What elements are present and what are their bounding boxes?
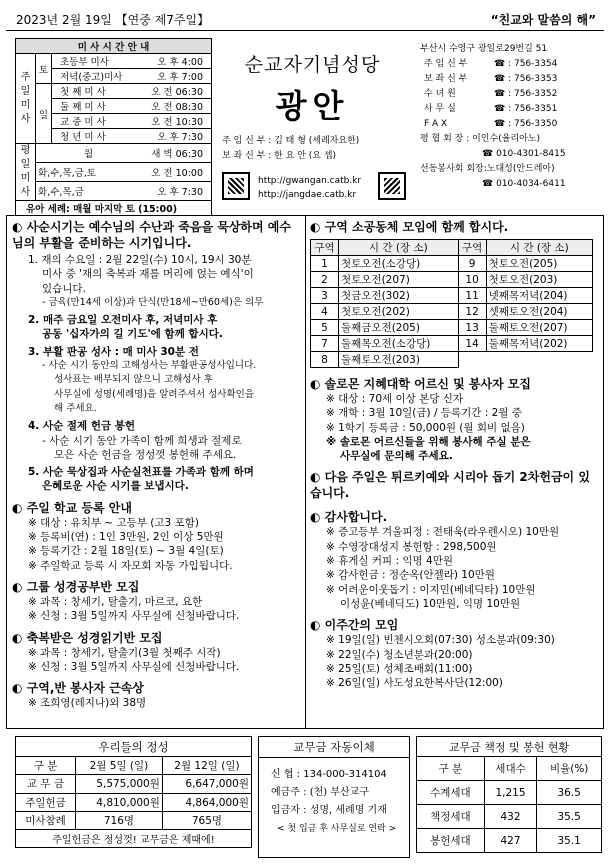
text-line: ※ 신청 : 3월 5일까지 사무실에 신청바랍니다. [28, 660, 240, 673]
bullet-icon: ◐ [12, 220, 27, 234]
text-line: ※ 어려운이웃돕기 : 이지민(베네딕타) 10만원 [326, 583, 536, 596]
contact-note: < 첫 입금 후 사무실로 연락 > [277, 824, 397, 834]
assistant-priest: 보 좌 신 부 : 한 요 안 (요 셉) [222, 151, 337, 161]
cell: 36.5 [537, 781, 602, 805]
contact-info [420, 42, 600, 192]
text-line: 2. 매주 금요일 오전미사 후, 저녁미사 후 [28, 314, 218, 327]
cell: 둘째토오전(207) [486, 320, 592, 336]
mass-time: 오 후 4:00 [157, 57, 203, 68]
cell: 2 [311, 272, 339, 288]
cell: 둘째토오전(203) [339, 352, 459, 368]
website-links [258, 174, 361, 202]
contact-label: 사 무 실 [424, 104, 456, 114]
address: 부산시 수영구 광일로29번길 51 [420, 44, 548, 54]
website-link[interactable]: http://jangdae.catb.kr [258, 190, 357, 200]
section-bible-study-title [12, 579, 302, 595]
contact-label: F A X [424, 119, 448, 129]
text-line: 공동 '십자가의 길 기도'에 함께 합시다. [42, 328, 223, 341]
right-column [310, 219, 600, 690]
cell: 둘째목오전(소강당) [339, 336, 459, 352]
text-line: ※ 과목 : 창세기, 탈출기, 마르코, 요한 [28, 595, 203, 608]
box-title: 교무금 자동이체 [259, 737, 409, 758]
mass-table-title: 미 사 시 간 안 내 [16, 39, 212, 54]
cell: 7 [311, 336, 339, 352]
column-header: 구역 [458, 240, 486, 256]
cell: 4,864,000원 [162, 793, 251, 811]
text-line: 5. 사순 묵상집과 사순실천표를 가족과 함께 하며 [28, 466, 254, 479]
year-motto: “친교와 말씀의 해” [490, 13, 596, 27]
mass-time: 오 후 7:30 [157, 132, 203, 143]
offering-note: 주일헌금은 정성껏! 교무금은 제때에! [16, 830, 252, 848]
cell: 수계세대 [417, 781, 485, 805]
council-president: 평 협 회 장 : 이인수(율리아노) [420, 134, 540, 144]
cell: 1,215 [484, 781, 537, 805]
cell: 716명 [76, 811, 163, 829]
column-header: 2월 5일 (일) [76, 757, 163, 775]
bullet-icon: ◐ [12, 630, 27, 645]
mass-name: 화,수,목,금,토 [38, 168, 96, 179]
section-solomon-title [310, 376, 600, 392]
cell: 1 [311, 256, 339, 272]
column-divider [305, 215, 306, 729]
mass-time: 새 벽 06:30 [151, 149, 203, 160]
bullet-icon: ◐ [12, 579, 27, 594]
cell: 35.5 [537, 805, 602, 829]
cell: 책정세대 [417, 805, 485, 829]
section-lent-title [12, 219, 302, 251]
mass-time: 오 후 7:30 [157, 187, 203, 198]
bullet-icon: ◐ [12, 500, 27, 515]
text-line: ※ 등록기간 : 2월 18일(토) ~ 3월 4일(토) [28, 545, 224, 558]
tithe-status-table [416, 736, 602, 853]
mass-time: 오 전 10:00 [151, 168, 203, 179]
mass-time: 오 후 7:00 [157, 72, 203, 83]
mass-name: 둘 째 미 사 [60, 102, 106, 113]
text-line: 4. 사순 절제 헌금 봉헌 [28, 420, 136, 433]
council-president-phone: ☎ 010-4301-8415 [482, 149, 566, 159]
contact-label: 주 임 신 부 [424, 59, 468, 69]
account-holder: 예금주 : (천) 부산교구 [271, 787, 369, 798]
cell: 427 [484, 829, 537, 853]
table-row [311, 352, 593, 368]
mass-time: 오 전 10:30 [151, 117, 203, 128]
column-header: 구 분 [417, 757, 485, 781]
cell: 첫토오전(207) [339, 272, 459, 288]
welfare-president-phone: ☎ 010-4034-6411 [482, 179, 566, 189]
text-line: 사무실에 성명(세례명)을 알려주셔서 성사확인을 [54, 388, 255, 400]
mass-name: 초등부 미사 [60, 57, 109, 68]
section-heading: 다음 주일은 튀르키예와 시리아 돕기 2차헌금이 있습니다. [310, 470, 590, 501]
cell: 6,647,000원 [162, 775, 251, 793]
mass-schedule-table [15, 38, 212, 216]
contact-label: 보 좌 신 부 [424, 74, 468, 84]
text-line: ※ 대상 : 70세 이상 본당 신자 [326, 393, 464, 405]
phone-number: ☎ : 756-3353 [494, 74, 558, 84]
bulletin-header [6, 6, 604, 31]
text-line: 미사 중 '재의 축복과 재를 머리에 얹는 예식'이 [42, 268, 254, 281]
section-heading: 사순시기는 예수님의 수난과 죽음을 묵상하며 예수님의 부활을 준비하는 시기입니다. [12, 220, 291, 250]
section-volunteer-award-title [12, 680, 302, 696]
table-title: 우리들의 정성 [16, 737, 252, 757]
table-row [311, 304, 593, 320]
welfare-president: 선동봉사회 회장:노대성(안드레아) [420, 164, 555, 174]
text-line: 1. 재의 수요일 : 2월 22일(수) 10시, 19시 30분 [28, 254, 252, 266]
table-row [16, 811, 252, 829]
table-row [311, 288, 593, 304]
weekday-mass-label: 평일미사 [16, 144, 36, 201]
cell: 12 [458, 304, 486, 320]
text-line: 이성윤(베네딕도) 10만원, 익명 10만원 [340, 597, 521, 610]
bullet-icon: ◐ [310, 618, 325, 633]
auto-transfer-box [258, 736, 410, 858]
table-title: 교무금 책정 및 봉헌 현황 [417, 737, 602, 757]
left-column [12, 219, 302, 710]
mass-name: 화,수,목,금 [38, 187, 84, 198]
cell: 9 [458, 256, 486, 272]
website-link[interactable]: http://gwangan.catb.kr [258, 176, 362, 186]
cell: 교 무 금 [16, 775, 76, 793]
table-row [417, 805, 602, 829]
cell: 5 [311, 320, 339, 336]
phone-number: ☎ : 756-3352 [494, 89, 558, 99]
text-line: 은혜로운 사순 시기를 보냅시다. [42, 480, 189, 493]
text-line: ※ 대상 : 유치부 ~ 고등부 (고3 포함) [28, 516, 199, 529]
section-thanks-title [310, 509, 600, 525]
section-heading: 주일 학교 등록 안내 [26, 500, 132, 515]
parish-name: 순교자기념성당 [244, 54, 381, 76]
table-row [311, 320, 593, 336]
cell: 첫토오전(소강당) [339, 256, 459, 272]
text-line: ※ 휴게실 커피 : 익명 4만원 [326, 555, 453, 568]
text-line: ※ 증고등부 겨울피정 : 전태욱(라우렌시오) 10만원 [326, 526, 560, 539]
column-header: 시 간 (장 소) [339, 240, 459, 256]
text-line: 3. 부활 판공 성사 : 매 미사 30분 전 [28, 345, 199, 358]
mass-time: 오 전 06:30 [151, 87, 203, 98]
table-row [16, 775, 252, 793]
cell: 4,810,000원 [76, 793, 163, 811]
text-line: - 사순 시기 동안의 고해성사는 부활판공성사입니다. [42, 360, 257, 372]
column-header: 구 분 [16, 757, 76, 775]
text-line: - 금육(만14세 이상)과 단식(만18세~만60세)은 의무 [42, 296, 264, 308]
cell: 8 [311, 352, 339, 368]
column-header: 세대수 [484, 757, 537, 781]
cell: 미사참례 [16, 811, 76, 829]
text-line: ※ 1학기 등록금 : 50,000원 (월 회비 없음) [326, 421, 525, 434]
section-bible-reading-title [12, 630, 302, 646]
text-line: ※ 감사헌금 : 정순옥(안젤라) 10만원 [326, 569, 495, 582]
cell: 432 [484, 805, 537, 829]
bullet-icon: ◐ [310, 510, 325, 525]
cell: 넷째목저녁(204) [486, 288, 592, 304]
section-second-collection-title [310, 469, 600, 501]
infant-baptism-note: 유아 세례: 매월 마지막 토 (15:00) [16, 201, 212, 216]
phone-number: ☎ : 756-3350 [494, 119, 558, 129]
mass-name: 월 [84, 149, 94, 160]
table-row [417, 829, 602, 853]
text-line: ※ 22일(수) 청소년분과(20:00) [326, 648, 473, 661]
qr-code-icon [378, 172, 406, 200]
section-heading: 감사합니다. [324, 510, 388, 525]
cell: 봉헌세대 [417, 829, 485, 853]
cell: 4 [311, 304, 339, 320]
cell: 첫토오전(205) [486, 256, 592, 272]
pastor: 주 임 신 부 : 김 태 형 (세례자요한) [222, 136, 360, 146]
cell: 5,575,000원 [76, 775, 163, 793]
text-line: - 사순 시기 동안 가족이 함께 희생과 절제로 [42, 434, 242, 447]
section-heading: 축복받은 성경읽기반 모집 [26, 630, 163, 645]
cell: 둘째목저녁(202) [486, 336, 592, 352]
parish-banner [220, 50, 405, 127]
cell: 10 [458, 272, 486, 288]
cell: 13 [458, 320, 486, 336]
text-line: ※ 등록비(연) : 1인 3만원, 2인 이상 5만원 [28, 531, 224, 544]
mass-name: 청 년 미 사 [60, 132, 106, 143]
cell: 셋째토오전(204) [486, 304, 592, 320]
column-header: 2월 12일 (일) [162, 757, 251, 775]
text-line: 있습니다. [42, 282, 86, 295]
qr-code-icon [222, 172, 250, 200]
cell: 주일헌금 [16, 793, 76, 811]
text-line: ※ 주일학교 등록 시 자모회 자동 가입됩니다. [28, 559, 233, 572]
section-sunday-school-title [12, 500, 302, 516]
text-line: ※ 25일(토) 성체조배회(11:00) [326, 662, 473, 675]
sunday-label: 일 [36, 84, 52, 144]
section-heading: 구역 소공동체 모임에 함께 합시다. [324, 220, 509, 234]
mass-name: 교 중 미 사 [60, 117, 106, 128]
sunday-mass-label: 주일미사 [16, 54, 36, 144]
section-district-title [310, 219, 600, 235]
column-header: 구역 [311, 240, 339, 256]
parish-logo: 광안 [275, 87, 350, 125]
contact-label: 수 녀 원 [424, 89, 456, 99]
text-line: ※ 조희영(레지나)외 38명 [28, 697, 147, 710]
cell: 765명 [162, 811, 251, 829]
priest-info [222, 134, 359, 164]
text-line: ※ 19일(일) 빈첸시오회(07:30) 성소분과(09:30) [326, 634, 555, 647]
text-line: 해 주세요. [54, 402, 97, 414]
bullet-icon: ◐ [310, 220, 325, 234]
column-header: 비율(%) [537, 757, 602, 781]
cell: 첫금오전(302) [339, 288, 459, 304]
column-header: 시 간 (장 소) [486, 240, 592, 256]
bank-account: 신 협 : 134-000-314104 [271, 769, 387, 780]
text-line: ※ 신청 : 3월 5일까지 사무실에 신청바랍니다. [28, 610, 240, 623]
cell: 첫토오전(202) [339, 304, 459, 320]
cell: 14 [458, 336, 486, 352]
section-heading: 그룹 성경공부반 모집 [26, 579, 140, 594]
saturday-label: 토 [36, 54, 52, 84]
cell: 35.1 [537, 829, 602, 853]
phone-number: ☎ : 756-3354 [494, 59, 558, 69]
text-line: ※ 솔로몬 어르신들을 위해 봉사해 주실 분은 [326, 435, 531, 448]
table-row [417, 781, 602, 805]
text-line: 사무실에 문의해 주세요. [340, 450, 453, 463]
phone-number: ☎ : 756-3351 [494, 104, 558, 114]
bullet-icon: ◐ [12, 681, 27, 696]
offering-table [15, 736, 252, 848]
text-line: 모은 사순 헌금을 정성껏 봉헌해 주세요. [54, 448, 237, 461]
text-line: ※ 수영장대성지 봉헌함 : 298,500원 [326, 540, 497, 553]
text-line: ※ 개학 : 3월 10일(금) / 등록기간 : 2월 중 [326, 407, 522, 420]
section-heading: 구역,반 봉사자 근속상 [26, 681, 144, 696]
mass-name: 저녁(중고)미사 [60, 72, 123, 83]
section-heading: 솔로몬 지혜대학 어르신 및 봉사자 모집 [324, 377, 532, 391]
cell: 3 [311, 288, 339, 304]
table-row [311, 336, 593, 352]
bullet-icon: ◐ [310, 470, 325, 485]
mass-name: 첫 째 미 사 [60, 87, 106, 98]
cell: 첫토오전(203) [486, 272, 592, 288]
table-row [16, 793, 252, 811]
text-line: 성사표는 배부되지 않으니 고해성사 후 [54, 374, 213, 386]
cell: 11 [458, 288, 486, 304]
bullet-icon: ◐ [310, 377, 325, 391]
bulletin-date: 2023년 2월 19일 【연중 제7주일】 [16, 13, 210, 27]
text-line: ※ 과목 : 창세기, 탈출기(3월 첫째주 시작) [28, 646, 221, 659]
table-row [311, 272, 593, 288]
text-line: ※ 26일(일) 사도성요한복사단(12:00) [326, 677, 503, 690]
table-row [311, 256, 593, 272]
cell: 둘째금오전(205) [339, 320, 459, 336]
section-heading: 이주간의 모임 [324, 618, 399, 633]
depositor-note: 입금자 : 성명, 세례명 기재 [271, 805, 387, 816]
mass-time: 오 전 08:30 [151, 102, 203, 113]
section-meetings-title [310, 617, 600, 633]
district-meeting-table [310, 239, 593, 368]
